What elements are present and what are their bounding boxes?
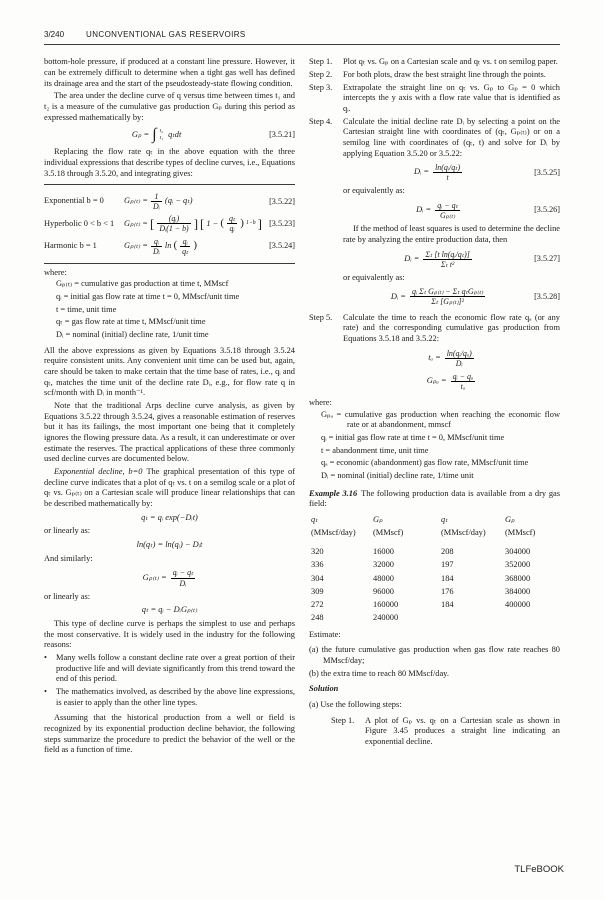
production-data-table	[311, 515, 560, 624]
table-cell: 184	[441, 573, 454, 583]
step-text: Plot qₜ vs. Gₚ on a Cartesian scale and qₜ vs. t on semilog paper.	[343, 57, 558, 67]
bullet-text: Many wells follow a constant decline rate over a great portion of their productive life and will deviate significantly from this trend toward the end of this period.	[56, 652, 295, 684]
right-bracket: ]	[193, 215, 199, 231]
watermark: TLFeBOOK	[514, 863, 564, 875]
exponential-decline-lead: Exponential decline, b=0	[54, 467, 143, 477]
bullet-text: The mathematics involved, as described by the above line expressions, is easier to apply than the other line types.	[56, 687, 295, 707]
integral-upper-limit: t₂	[159, 128, 164, 135]
table-cell: 240000	[373, 613, 399, 623]
equation-number: [3.5.27]	[534, 253, 560, 263]
table-cell	[441, 613, 505, 624]
solution-step-1	[331, 716, 560, 748]
right-paren: )	[240, 216, 244, 229]
table-cell: 96000	[373, 586, 394, 596]
step-label: Step 5.	[309, 312, 333, 322]
step-text: For both plots, draw the best straight line through the points.	[343, 69, 546, 79]
equation-number: [3.5.24]	[269, 240, 295, 250]
equation-3-5-21	[44, 127, 295, 143]
solution-label: Solution	[309, 684, 339, 694]
table-cell: 368000	[505, 573, 531, 583]
estimate-label: Estimate:	[309, 629, 341, 639]
integral-lower-limit: t₁	[159, 135, 164, 142]
right-bracket: ]	[257, 215, 262, 231]
procedure-step-2	[309, 70, 560, 81]
example-heading	[309, 489, 560, 510]
column-unit: (MMscf)	[505, 528, 536, 538]
table-cell: 48000	[373, 573, 394, 583]
column-unit: (MMscf)	[373, 528, 404, 538]
table-cell: 336	[311, 560, 324, 570]
fraction: $\frac{\text{qᵢ − qₐ}}{\text{tₐ}}$	[452, 371, 474, 391]
equation-3-5-28	[343, 287, 560, 306]
table-cell: 384000	[505, 586, 531, 596]
eq28-lhs: Dᵢ =	[390, 291, 406, 301]
column-unit: (MMscf/day)	[441, 528, 486, 538]
column-header: qₜ	[441, 514, 448, 524]
bullet-icon: •	[44, 652, 47, 662]
paragraph-bottom-hole: bottom-hole pressure, if produced at a constant line pressure. However, it can be extremely difficult to determine when a tight gas well has defined its drainage area and the start of the pseudosteady-state flowing condition.	[44, 57, 295, 88]
equation-number: [3.5.23]	[269, 218, 295, 228]
equation-gpa	[343, 372, 560, 391]
right-column	[309, 57, 560, 758]
paragraph-least-squares: If the method of least squares is used to determine the decline rate by analyzing the entire production data, then	[343, 224, 560, 244]
decline-row-harmonic	[44, 237, 295, 256]
equation-3-5-27	[343, 250, 560, 269]
paragraph-replacing-flow-rate: Replacing the flow rate qₜ in the above equation with the three individual expressions that describe types of decline curves, i.e., Equations 3.5.18 through 3.5.20, and integrating gives:	[44, 147, 295, 178]
procedure-step-4	[309, 117, 560, 311]
table-cell: 304000	[505, 547, 531, 557]
left-paren: (	[173, 239, 178, 252]
equation-gp	[44, 568, 295, 587]
eq21-lhs: Gₚ =	[131, 129, 150, 139]
estimate-item-a: (a) the future cumulative gas production when gas flow rate reaches 80 MMscf/day;	[309, 645, 560, 666]
bullet-item	[44, 687, 295, 708]
procedure-step-3	[309, 83, 560, 115]
fraction: $\frac{\text{ln(qᵢ/qₐ)}}{\text{Dᵢ}}$	[446, 348, 472, 368]
left-column	[44, 57, 295, 758]
page-number: 3/240	[44, 30, 65, 39]
column-header: qₜ	[311, 514, 318, 524]
equation-number: [3.5.25]	[534, 167, 560, 177]
where-item: Gₚ₍ₜ₎ = cumulative gas production at time t, MMscf	[56, 279, 229, 289]
left-bracket: [	[200, 215, 205, 231]
left-paren: (	[220, 216, 224, 229]
table-cell: 197	[441, 560, 454, 570]
eqgpa-lhs: Gₚₐ =	[426, 375, 447, 385]
step-text: Calculate the initial decline rate Dᵢ by selecting a point on the Cartesian straight line with coordinates of (qₜ, Gₚ₍ₜ₎) or on a semilog line with coordinates of (qₜ, t) and solve for Dᵢ by applying Equation 3.5.20 or 3.5.22:	[343, 116, 560, 158]
example-label: Example 3.16	[309, 488, 358, 498]
chapter-title: UNCONVENTIONAL GAS RESERVOIRS	[86, 30, 246, 39]
fraction: $\frac{\text{qᵢ Σₜ Gₚ₍ₜ₎ − Σₜ qₜGₚ₍ₜ₎}}{\text{Σₜ [Gₚ₍ₜ₎]²}}$	[411, 287, 484, 307]
table-cell: 304	[311, 573, 324, 583]
solution-intro: (a) Use the following steps:	[309, 700, 402, 710]
two-column-layout	[44, 57, 560, 758]
decline-label: Harmonic b = 1	[44, 240, 97, 250]
fraction: $\frac{\text{(qᵢ)}}{\text{Dᵢ(1 − b)}}$	[159, 214, 189, 234]
procedure-step-5	[309, 313, 560, 395]
table-cell: 352000	[505, 560, 531, 570]
eq21-body: qₜdt	[168, 129, 182, 139]
where-item: qᵢ = initial gas flow rate at time t = 0, MMscf/unit time	[321, 432, 505, 442]
or-linearly-label: or linearly as:	[44, 526, 91, 536]
table-cell: 208	[441, 547, 454, 557]
left-bracket: [	[149, 215, 155, 231]
table-cell: 184	[441, 599, 454, 609]
where-item: Dᵢ = nominal (initial) decline rate, 1/unit time	[56, 330, 209, 340]
equation-3-5-26	[343, 201, 560, 220]
equation-qt-linear: qₜ = qᵢ − DᵢGₚ₍ₜ₎	[141, 605, 198, 615]
paragraph-area-under-curve: The area under the decline curve of q versus time between times t₁ and t₂ is a measure of the cumulative gas production Gₚ during this period as expressed mathematically by:	[44, 91, 295, 122]
table-cell: 32000	[373, 560, 394, 570]
fraction: $\frac{\text{Σₜ [t ln(qᵢ/qₜ)]}}{\text{Σₜ t²}}$	[425, 249, 470, 269]
step-text: Extrapolate the straight line on qₜ vs. Gₚ to Gₚ = 0 which intercepts the y axis with a flow rate value that is identified as qᵢ.	[343, 82, 560, 113]
where-item: qᵢ = initial gas flow rate at time t = 0, MMscf/unit time	[56, 292, 240, 302]
where-label: where:	[44, 267, 67, 277]
fraction: $\frac{\text{qₜ}}{\text{qᵢ}}$	[228, 214, 236, 234]
step-text: Calculate the time to reach the economic flow rate qₐ (or any rate) and the corresponding cumulative gas production from Equations 3.5.18 and 3.5.22:	[343, 312, 560, 343]
exponential-decline-text: The graphical presentation of this type of decline curve indicates that a plot of qₜ vs. t on a semilog scale or a plot of qₜ vs. Gₚ₍ₜ₎ on a Cartesian scale will produce linear relationships that can be described mathematically by:	[44, 467, 295, 509]
exponent: 1−b	[245, 220, 256, 227]
where-item: qₐ = economic (abandonment) gas flow rate, MMscf/unit time	[321, 458, 529, 468]
paragraph-consistent-units: All the above expressions as given by Equations 3.5.18 through 3.5.24 require consistent units. Any convenient unit time can be used but, again, care should be taken to make certain that the time base of rates, i.e., qᵢ and qₜ, matches the time unit of the decline rate Dᵢ, e.g., for flow rate q in scf/month with Dᵢ in month⁻¹.	[44, 345, 295, 398]
eq23-one-minus: 1 −	[206, 218, 219, 228]
step-label: Step 4.	[309, 116, 333, 126]
or-equivalently-label: or equivalently as:	[343, 186, 405, 196]
paragraph-arps-note: Note that the traditional Arps decline curve analysis, as given by Equations 3.5.22 through 3.5.24, gives a reasonable estimation of reserves but it has its failings, the most important one being that it completely ignores the flowing pressure data. As a result, it can underestimate or over estimate the reserves. The practical applications of these three commonly used decline curves are documented below.	[44, 401, 295, 464]
step-text: A plot of Gₚ vs. qₜ on a Cartesian scale as shown in Figure 3.45 produces a straight line indicating an exponential decline.	[365, 715, 560, 747]
or-linearly-label: or linearly as:	[44, 591, 91, 601]
page-header	[44, 30, 560, 45]
table-cell	[505, 613, 562, 624]
column-unit: (MMscf/day)	[311, 528, 356, 538]
fraction: $\frac{\text{qᵢ − qₜ}}{\text{Gₚ₍ₜ₎}}$	[437, 201, 458, 221]
equation-number: [3.5.26]	[534, 205, 560, 215]
eqgp-lhs: Gₚ₍ₜ₎ =	[142, 572, 167, 582]
fraction: $\frac{\text{ln(qᵢ/qₜ)}}{t}$	[435, 163, 461, 183]
equation-qt-exp: qₜ = qᵢ exp(−Dᵢt)	[141, 512, 198, 522]
where-item: qₜ = gas flow rate at time t, MMscf/unit time	[56, 317, 206, 327]
step-label: Step 1.	[331, 715, 355, 725]
bullet-item	[44, 653, 295, 685]
equation-ta	[343, 349, 560, 368]
ln-function: ln	[164, 240, 172, 250]
step-label: Step 1.	[309, 57, 333, 67]
column-header: Gₚ	[373, 514, 383, 524]
eq22-lhs: Gₚ₍ₜ₎ =	[124, 196, 148, 206]
bullet-icon: •	[44, 687, 47, 696]
paragraph-exponential-decline	[44, 467, 295, 510]
and-similarly-label: And similarly:	[44, 553, 93, 563]
decline-forms-table	[44, 184, 295, 263]
integral-sign: ∫	[152, 126, 157, 144]
fraction: $\frac{\text{qᵢ − qₜ}}{\text{Dᵢ}}$	[172, 568, 194, 588]
integral-limits	[160, 128, 164, 141]
paragraph-simplest-to-use: This type of decline curve is perhaps the simplest to use and perhaps the most conservative. It is widely used in the industry for the following reasons:	[44, 618, 295, 650]
where-item: t = time, unit time	[56, 304, 117, 314]
fraction: $\frac{\text{qᵢ}}{\text{Dᵢ}}$	[152, 236, 160, 256]
fraction: $\frac{\text{qᵢ}}{\text{qₜ}}$	[182, 236, 189, 256]
where-item: t = abandonment time, unit time	[321, 445, 429, 455]
equation-number: [3.5.21]	[269, 129, 295, 139]
or-equivalently-label: or equivalently as:	[343, 272, 405, 282]
eqta-lhs: tₐ =	[428, 352, 441, 362]
where-label: where:	[309, 397, 332, 407]
column-header: Gₚ	[505, 514, 515, 524]
table-cell: 309	[311, 586, 324, 596]
table-cell: 176	[441, 586, 454, 596]
table-cell: 160000	[373, 599, 399, 609]
step-label: Step 3.	[309, 82, 333, 92]
table-cell: 248	[311, 613, 324, 623]
where-item: Dᵢ = nominal (initial) decline rate, 1/time unit	[321, 470, 474, 480]
decline-label: Hyperbolic 0 < b < 1	[44, 218, 115, 228]
eq27-lhs: Dᵢ =	[404, 253, 420, 263]
equation-number: [3.5.22]	[269, 196, 295, 206]
fraction: $\frac{1}{\text{Dᵢ}}$	[152, 192, 160, 212]
table-cell: 16000	[373, 547, 394, 557]
eq23-lhs: Gₚ₍ₜ₎ =	[124, 218, 148, 228]
eq24-lhs: Gₚ₍ₜ₎ =	[124, 240, 148, 250]
right-paren: )	[193, 239, 198, 252]
table-cell: 320	[311, 547, 324, 557]
procedure-step-1	[309, 57, 560, 68]
eq26-lhs: Dᵢ =	[416, 205, 432, 215]
where-item: Gₚₐ = cumulative gas production when reaching the economic flow rate or at abandonment, mmscf	[321, 409, 560, 430]
paragraph-assuming-history: Assuming that the historical production from a well or field is recognized by its exponential production decline behavior, the following steps summarize the procedure to predict the behavior of the well or the field as a function of time.	[44, 713, 295, 755]
step-label: Step 2.	[309, 69, 333, 79]
eq25-lhs: Dᵢ =	[413, 167, 430, 177]
decline-row-exponential	[44, 192, 295, 211]
estimate-item-b: (b) the extra time to reach 80 MMscf/day.	[309, 668, 449, 678]
eq22-rest: (qᵢ − qₜ)	[164, 196, 193, 206]
example-intro: The following production data is available from a dry gas field:	[309, 488, 560, 509]
table-cell: 400000	[505, 599, 531, 609]
decline-label: Exponential b = 0	[44, 196, 104, 206]
decline-row-hyperbolic	[44, 214, 295, 233]
table-cell: 272	[311, 599, 324, 609]
equation-number: [3.5.28]	[534, 291, 560, 301]
equation-ln-qt: ln(qₜ) = ln(qᵢ) − Dᵢt	[136, 540, 203, 550]
equation-3-5-25	[343, 163, 560, 182]
